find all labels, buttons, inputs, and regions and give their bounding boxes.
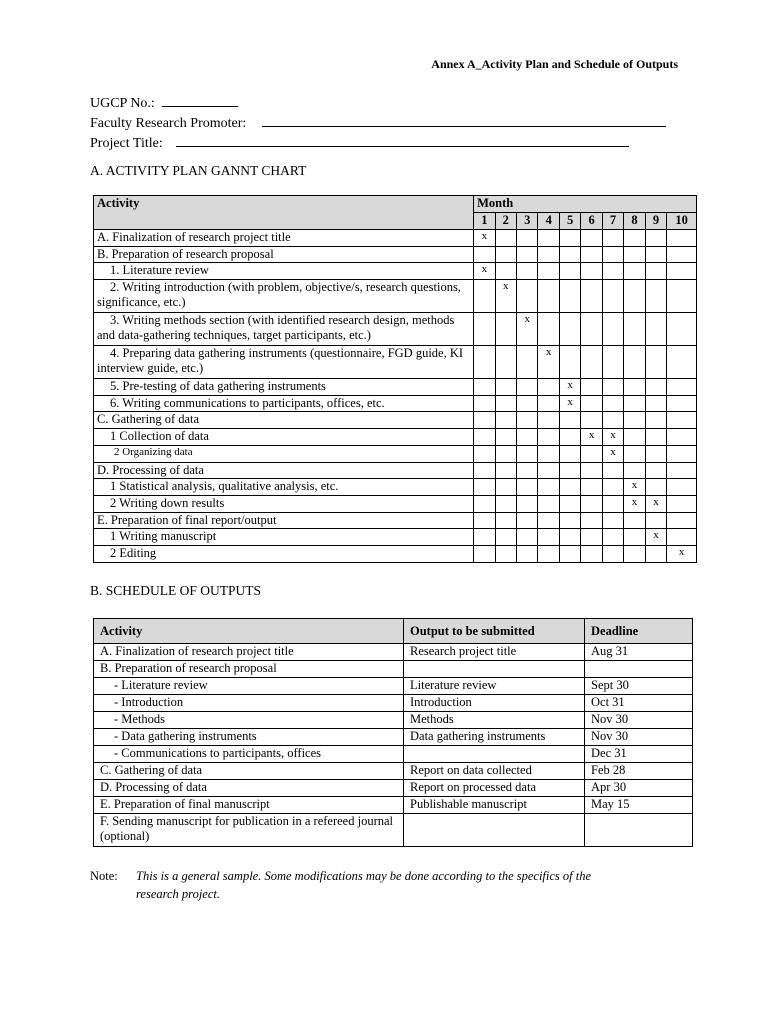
outputs-row [94,678,693,695]
outputs-output-cell: Methods [404,712,585,729]
gantt-month-cell [581,313,602,346]
gantt-activity-label: 2 Writing down results [94,495,474,512]
gantt-month-cell [602,412,623,429]
gantt-month-cell: x [624,495,645,512]
gantt-activity-label: 2 Organizing data [94,445,474,462]
gantt-month-cell [624,379,645,396]
gantt-month-cell [559,263,580,280]
gantt-month-cell [624,545,645,562]
gantt-month-cell [538,379,559,396]
ugcp-blank[interactable] [162,93,238,107]
gantt-month-cell [581,246,602,263]
gantt-month-cell [517,263,538,280]
gantt-month-cell [645,263,666,280]
gantt-month-cell [559,529,580,546]
gantt-month-cell [581,412,602,429]
gantt-month-cell [559,495,580,512]
gantt-month-cell [645,462,666,479]
outputs-activity-cell: - Methods [94,712,404,729]
promoter-label: Faculty Research Promoter: [90,116,247,131]
gantt-month-cell [538,429,559,446]
gantt-month-cell [581,379,602,396]
gantt-month-cell [559,429,580,446]
gantt-activity-label: 6. Writing communications to participants, offices, etc. [94,395,474,412]
gantt-month-cell [581,545,602,562]
outputs-activity-header: Activity [94,619,404,644]
gantt-month-cell [538,462,559,479]
gantt-month-cell [602,495,623,512]
gantt-month-cell [538,479,559,496]
gantt-month-cell [474,395,495,412]
gantt-month-cell [645,313,666,346]
gantt-month-cell [474,412,495,429]
gantt-month-cell [474,346,495,379]
gantt-month-cell [645,445,666,462]
gantt-row [94,545,697,562]
outputs-output-header: Output to be submitted [404,619,585,644]
gantt-month-cell [538,512,559,529]
outputs-row [94,644,693,661]
gantt-row [94,313,697,346]
gantt-month-cell [624,395,645,412]
note-text-line1: This is a general sample. Some modifications may be done according to the specifics of the [136,869,592,883]
month-number-7: 7 [602,213,623,230]
outputs-activity-cell: A. Finalization of research project title [94,644,404,661]
outputs-deadline-cell [585,661,693,678]
gantt-month-cell [474,445,495,462]
gantt-row [94,379,697,396]
gantt-month-cell [602,529,623,546]
gantt-month-cell [474,545,495,562]
gantt-month-cell [517,346,538,379]
gantt-chart-table [93,195,697,563]
gantt-month-cell: x [581,429,602,446]
month-header: Month [474,196,697,213]
gantt-activity-label: 1 Statistical analysis, qualitative analysis, etc. [94,479,474,496]
gantt-month-cell [538,395,559,412]
gantt-month-cell [538,412,559,429]
gantt-month-cell [495,512,516,529]
gantt-month-cell [581,512,602,529]
gantt-month-cell [667,529,697,546]
gantt-activity-label: B. Preparation of research proposal [94,246,474,263]
gantt-month-cell [602,263,623,280]
outputs-deadline-cell: Sept 30 [585,678,693,695]
outputs-row [94,712,693,729]
gantt-month-cell [667,395,697,412]
gantt-month-cell: x [474,263,495,280]
project-title-field [90,133,690,153]
outputs-deadline-cell: Oct 31 [585,695,693,712]
gantt-month-cell [645,412,666,429]
gantt-month-cell [517,479,538,496]
gantt-month-cell [559,462,580,479]
outputs-output-cell: Publishable manuscript [404,797,585,814]
gantt-month-cell [602,512,623,529]
gantt-month-cell [538,246,559,263]
month-number-1: 1 [474,213,495,230]
promoter-blank[interactable] [262,113,666,127]
gantt-month-cell [517,280,538,313]
gantt-month-cell [645,479,666,496]
gantt-month-cell [559,512,580,529]
outputs-output-cell: Introduction [404,695,585,712]
gantt-month-cell: x [645,495,666,512]
gantt-month-cell [645,230,666,247]
gantt-month-cell [645,246,666,263]
gantt-month-cell [645,346,666,379]
gantt-month-cell [581,462,602,479]
gantt-month-cell [495,529,516,546]
note-text-line2: research project. [136,887,221,901]
gantt-month-cell: x [602,429,623,446]
gantt-month-cell [495,379,516,396]
outputs-deadline-cell: Dec 31 [585,746,693,763]
note-label: Note: [90,869,118,883]
gantt-month-cell [581,263,602,280]
gantt-activity-label: 1 Collection of data [94,429,474,446]
gantt-row [94,512,697,529]
gantt-row [94,263,697,280]
gantt-month-cell [538,495,559,512]
section-b-title: B. SCHEDULE OF OUTPUTS [90,583,262,598]
outputs-row [94,746,693,763]
gantt-month-cell [517,545,538,562]
gantt-month-cell [581,495,602,512]
gantt-month-cell [581,445,602,462]
gantt-month-cell [581,529,602,546]
gantt-month-cell [517,395,538,412]
gantt-month-cell [645,512,666,529]
outputs-deadline-cell: Feb 28 [585,763,693,780]
gantt-month-cell [517,230,538,247]
gantt-month-cell [624,263,645,280]
gantt-month-cell [559,445,580,462]
gantt-activity-label: 1. Literature review [94,263,474,280]
gantt-month-cell [581,346,602,379]
gantt-month-cell [538,280,559,313]
gantt-month-cell [559,479,580,496]
gantt-month-cell [559,412,580,429]
gantt-month-cell [559,545,580,562]
outputs-activity-cell: D. Processing of data [94,780,404,797]
gantt-activity-label: 2 Editing [94,545,474,562]
promoter-field [90,113,690,133]
outputs-activity-cell: C. Gathering of data [94,763,404,780]
outputs-activity-cell: - Introduction [94,695,404,712]
gantt-month-cell [538,545,559,562]
activity-header: Activity [94,196,474,230]
gantt-month-cell [495,479,516,496]
gantt-month-cell [517,462,538,479]
gantt-month-cell [495,313,516,346]
gantt-month-cell [474,495,495,512]
annex-title: Annex A_Activity Plan and Schedule of Outputs [431,57,678,71]
gantt-month-cell [538,263,559,280]
note [90,867,690,903]
gantt-month-cell [602,395,623,412]
section-a-title: A. ACTIVITY PLAN GANNT CHART [90,163,307,178]
gantt-row [94,395,697,412]
gantt-month-cell [495,395,516,412]
gantt-activity-label: 1 Writing manuscript [94,529,474,546]
gantt-activity-label: A. Finalization of research project title [94,230,474,247]
gantt-month-cell [474,280,495,313]
gantt-row [94,429,697,446]
gantt-month-cell [495,246,516,263]
gantt-month-cell [517,529,538,546]
gantt-row [94,529,697,546]
gantt-activity-label: C. Gathering of data [94,412,474,429]
gantt-month-cell [538,230,559,247]
gantt-month-cell [495,412,516,429]
month-number-4: 4 [538,213,559,230]
gantt-month-cell [624,429,645,446]
outputs-deadline-header: Deadline [585,619,693,644]
gantt-month-cell [602,313,623,346]
gantt-month-cell [538,313,559,346]
gantt-month-cell [495,462,516,479]
gantt-month-cell [495,545,516,562]
gantt-month-cell: x [559,395,580,412]
gantt-activity-label: 4. Preparing data gathering instruments (questionnaire, FGD guide, KI interview guide, etc.) [94,346,474,379]
outputs-deadline-cell: Aug 31 [585,644,693,661]
gantt-month-cell [667,495,697,512]
month-number-8: 8 [624,213,645,230]
outputs-output-cell: Report on processed data [404,780,585,797]
gantt-month-cell [624,462,645,479]
gantt-month-cell [559,280,580,313]
gantt-row [94,346,697,379]
gantt-month-cell [667,445,697,462]
gantt-month-cell [645,379,666,396]
gantt-month-cell [667,246,697,263]
gantt-month-cell [667,412,697,429]
gantt-month-cell [624,313,645,346]
gantt-month-cell [602,462,623,479]
gantt-activity-label: 2. Writing introduction (with problem, objective/s, research questions, significance, etc.) [94,280,474,313]
schedule-of-outputs-table [93,618,693,847]
gantt-month-cell [667,462,697,479]
outputs-output-cell [404,746,585,763]
gantt-month-cell [474,429,495,446]
gantt-month-cell: x [667,545,697,562]
gantt-month-cell [581,230,602,247]
outputs-activity-cell: - Data gathering instruments [94,729,404,746]
gantt-month-cell [667,429,697,446]
gantt-month-cell [602,379,623,396]
gantt-month-cell [581,479,602,496]
outputs-row [94,661,693,678]
gantt-month-cell [667,280,697,313]
outputs-row [94,814,693,847]
month-number-6: 6 [581,213,602,230]
gantt-month-cell [602,230,623,247]
gantt-month-cell [624,230,645,247]
gantt-row [94,246,697,263]
gantt-month-cell [517,412,538,429]
month-number-3: 3 [517,213,538,230]
gantt-month-cell [517,246,538,263]
gantt-month-cell: x [645,529,666,546]
gantt-month-cell [559,246,580,263]
gantt-month-cell: x [624,479,645,496]
gantt-month-cell [474,479,495,496]
gantt-month-cell [495,346,516,379]
outputs-deadline-cell: Nov 30 [585,712,693,729]
gantt-month-cell [495,445,516,462]
gantt-month-cell [495,263,516,280]
gantt-month-cell [624,246,645,263]
gantt-month-cell [624,412,645,429]
gantt-month-cell [645,280,666,313]
gantt-month-cell [474,512,495,529]
project-title-blank[interactable] [176,133,629,147]
gantt-month-cell [624,512,645,529]
gantt-row [94,479,697,496]
gantt-activity-label: E. Preparation of final report/output [94,512,474,529]
gantt-month-cell [667,230,697,247]
month-number-2: 2 [495,213,516,230]
outputs-row [94,763,693,780]
gantt-month-cell [624,445,645,462]
gantt-month-cell [624,529,645,546]
gantt-row [94,462,697,479]
gantt-month-cell [624,280,645,313]
gantt-month-cell [517,512,538,529]
ugcp-label: UGCP No.: [90,96,155,111]
ugcp-field [90,93,690,113]
outputs-output-cell [404,661,585,678]
outputs-activity-cell: F. Sending manuscript for publication in a refereed journal (optional) [94,814,404,847]
gantt-month-cell [474,529,495,546]
gantt-month-cell [581,280,602,313]
outputs-activity-cell: B. Preparation of research proposal [94,661,404,678]
gantt-month-cell [667,479,697,496]
gantt-month-cell [667,379,697,396]
outputs-activity-cell: E. Preparation of final manuscript [94,797,404,814]
gantt-month-cell: x [517,313,538,346]
gantt-month-cell: x [495,280,516,313]
gantt-month-cell [667,313,697,346]
gantt-month-cell [517,429,538,446]
gantt-month-cell [474,246,495,263]
gantt-month-cell [602,479,623,496]
outputs-output-cell: Literature review [404,678,585,695]
gantt-row [94,412,697,429]
gantt-month-cell [667,346,697,379]
gantt-month-cell [538,445,559,462]
gantt-month-cell [559,346,580,379]
gantt-month-cell: x [538,346,559,379]
gantt-month-cell [559,230,580,247]
gantt-month-cell [581,395,602,412]
gantt-month-cell [517,379,538,396]
gantt-month-cell [602,545,623,562]
gantt-month-cell [559,313,580,346]
month-number-9: 9 [645,213,666,230]
gantt-month-cell: x [602,445,623,462]
gantt-activity-label: D. Processing of data [94,462,474,479]
gantt-month-cell [667,263,697,280]
gantt-month-cell [645,545,666,562]
gantt-month-cell [602,246,623,263]
outputs-output-cell: Data gathering instruments [404,729,585,746]
gantt-month-cell [495,495,516,512]
gantt-month-cell [474,462,495,479]
gantt-row [94,495,697,512]
outputs-row [94,729,693,746]
gantt-month-cell [517,495,538,512]
gantt-row [94,445,697,462]
outputs-deadline-cell: Nov 30 [585,729,693,746]
header-fields [90,93,690,153]
gantt-month-cell [645,429,666,446]
gantt-month-cell [517,445,538,462]
outputs-output-cell: Report on data collected [404,763,585,780]
month-number-5: 5 [559,213,580,230]
month-number-10: 10 [667,213,697,230]
gantt-month-cell [624,346,645,379]
outputs-row [94,695,693,712]
gantt-month-cell [645,395,666,412]
gantt-month-cell [538,529,559,546]
gantt-month-cell [667,512,697,529]
outputs-output-cell [404,814,585,847]
outputs-row [94,780,693,797]
gantt-month-cell [602,346,623,379]
gantt-month-cell [474,313,495,346]
outputs-deadline-cell [585,814,693,847]
gantt-month-cell: x [474,230,495,247]
gantt-row [94,280,697,313]
gantt-month-cell [495,429,516,446]
gantt-month-cell: x [559,379,580,396]
outputs-activity-cell: - Literature review [94,678,404,695]
outputs-row [94,797,693,814]
outputs-deadline-cell: Apr 30 [585,780,693,797]
gantt-month-cell [474,379,495,396]
gantt-month-cell [495,230,516,247]
gantt-activity-label: 5. Pre-testing of data gathering instruments [94,379,474,396]
gantt-activity-label: 3. Writing methods section (with identified research design, methods and data-gathering techniques, target participants, etc.) [94,313,474,346]
outputs-output-cell: Research project title [404,644,585,661]
project-title-label: Project Title: [90,136,163,151]
outputs-deadline-cell: May 15 [585,797,693,814]
gantt-row [94,230,697,247]
outputs-activity-cell: - Communications to participants, offices [94,746,404,763]
gantt-month-cell [602,280,623,313]
